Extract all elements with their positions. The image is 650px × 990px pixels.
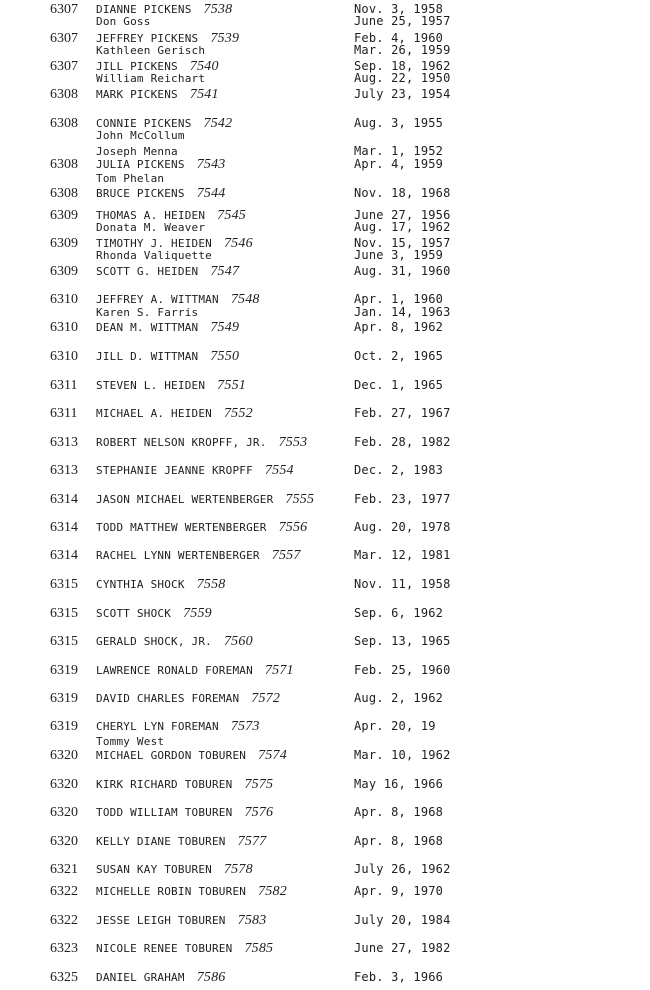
entry-row [0, 748, 650, 763]
person-id: 7542 [203, 116, 233, 131]
person-id: 7578 [223, 862, 253, 877]
person-id: 7549 [210, 320, 240, 335]
date: June 27, 1956 [354, 208, 451, 222]
person-id: 7577 [237, 834, 267, 849]
date: Nov. 11, 1958 [354, 577, 451, 591]
entry-row [0, 320, 650, 335]
person-name: DANIEL GRAHAM [96, 971, 185, 984]
spouse-name: Don Goss [96, 15, 151, 28]
entry-number: 6310 [50, 349, 78, 364]
person-name: SCOTT SHOCK [96, 607, 172, 620]
entry-number: 6323 [50, 941, 78, 956]
entry-number: 6314 [50, 492, 78, 507]
entry-number: 6320 [50, 805, 78, 820]
person-name: ROBERT NELSON KROPFF, JR. [96, 436, 267, 449]
date: Nov. 3, 1958 [354, 2, 444, 16]
entry-row [0, 520, 650, 535]
date: Apr. 9, 1970 [354, 884, 444, 898]
entry-number: 6320 [50, 748, 78, 763]
person-id: 7559 [183, 606, 212, 621]
date: Oct. 2, 1965 [354, 349, 444, 363]
entry-number: 6310 [50, 292, 78, 307]
entry-row [0, 435, 650, 450]
entry-number: 6309 [50, 208, 78, 223]
date: Mar. 1, 1952 [354, 144, 444, 158]
date: Dec. 2, 1983 [354, 463, 444, 477]
date: Sep. 18, 1962 [354, 59, 451, 73]
person-id: 7552 [223, 406, 253, 421]
person-name: SUSAN KAY TOBUREN [96, 863, 212, 876]
entry-number: 6319 [50, 663, 78, 678]
person-name: MICHAEL GORDON TOBUREN [96, 749, 247, 762]
person-name-cell [96, 941, 273, 956]
entry-row [0, 970, 650, 985]
person-id: 7545 [217, 208, 246, 223]
person-name: KELLY DIANE TOBUREN [96, 835, 226, 848]
person-name-cell [96, 691, 280, 706]
entry-row [0, 805, 650, 820]
person-name-cell [96, 406, 253, 421]
date: July 20, 1984 [354, 913, 451, 927]
person-id: 7585 [244, 941, 274, 956]
entry-number: 6325 [50, 970, 78, 985]
person-name-cell [96, 862, 253, 877]
person-name: STEPHANIE JEANNE KROPFF [96, 464, 253, 477]
entry-row [0, 634, 650, 649]
person-id: 7572 [251, 691, 281, 706]
date: Aug. 17, 1962 [354, 220, 451, 234]
person-name: JASON MICHAEL WERTENBERGER [96, 493, 274, 506]
date: Sep. 13, 1965 [354, 634, 451, 648]
person-name-cell [96, 748, 287, 763]
entry-number: 6308 [50, 87, 78, 102]
entry-row [0, 862, 650, 877]
entry-number: 6311 [50, 378, 78, 393]
spouse-name: Kathleen Gerisch [96, 44, 206, 57]
person-id: 7543 [196, 157, 226, 172]
person-name-cell [96, 577, 226, 592]
spouse-row [0, 128, 650, 143]
person-name: JEFFREY PICKENS [96, 32, 199, 45]
date: Apr. 8, 1968 [354, 834, 444, 848]
entry-number: 6308 [50, 186, 78, 201]
date: Apr. 4, 1959 [354, 157, 444, 171]
person-name: JESSE LEIGH TOBUREN [96, 914, 226, 927]
person-id: 7540 [189, 59, 219, 74]
entry-row [0, 884, 650, 899]
entry-row [0, 691, 650, 706]
date: Sep. 6, 1962 [354, 606, 444, 620]
person-id: 7575 [244, 777, 274, 792]
entry-number: 6315 [50, 606, 78, 621]
person-name-cell [96, 834, 266, 849]
entry-row [0, 719, 650, 734]
person-id: 7556 [278, 520, 308, 535]
person-name-cell [96, 520, 307, 535]
entry-row [0, 264, 650, 279]
entry-row [0, 606, 650, 621]
person-name-cell [96, 913, 266, 928]
date: Apr. 20, 19 [354, 719, 436, 733]
date: June 3, 1959 [354, 248, 444, 262]
entry-row [0, 777, 650, 792]
person-name: CYNTHIA SHOCK [96, 578, 185, 591]
person-name: TIMOTHY J. HEIDEN [96, 237, 212, 250]
entry-number: 6308 [50, 157, 78, 172]
person-name-cell [96, 435, 307, 450]
spouse-row [0, 171, 650, 186]
entry-row [0, 463, 650, 478]
entry-number: 6314 [50, 548, 78, 563]
person-id: 7553 [278, 435, 308, 450]
entry-row [0, 349, 650, 364]
person-name: MARK PICKENS [96, 88, 178, 101]
person-name-cell [96, 777, 273, 792]
entry-row [0, 157, 650, 172]
entry-row [0, 834, 650, 849]
date: Mar. 12, 1981 [354, 548, 451, 562]
person-id: 7538 [203, 2, 233, 17]
spouse-row [0, 14, 650, 29]
date: Aug. 20, 1978 [354, 520, 451, 534]
entry-number: 6313 [50, 435, 78, 450]
person-id: 7573 [230, 719, 260, 734]
entry-row [0, 663, 650, 678]
entry-number: 6311 [50, 406, 78, 421]
person-name-cell [96, 719, 260, 734]
person-name: DIANNE PICKENS [96, 3, 192, 16]
person-name-cell [96, 805, 273, 820]
person-name-cell [96, 378, 246, 393]
date: Feb. 3, 1966 [354, 970, 444, 984]
spouse-name: Rhonda Valiquette [96, 249, 212, 262]
person-id: 7548 [230, 292, 260, 307]
spouse-row [0, 43, 650, 58]
date: Nov. 15, 1957 [354, 236, 451, 250]
entry-row [0, 492, 650, 507]
person-name: NICOLE RENEE TOBUREN [96, 942, 233, 955]
entry-number: 6308 [50, 116, 78, 131]
date: July 23, 1954 [354, 87, 451, 101]
entry-number: 6321 [50, 862, 78, 877]
person-id: 7550 [210, 349, 240, 364]
person-name: MICHELLE ROBIN TOBUREN [96, 885, 247, 898]
date: Apr. 1, 1960 [354, 292, 444, 306]
person-name-cell [96, 320, 239, 335]
entry-number: 6313 [50, 463, 78, 478]
person-id: 7541 [189, 87, 219, 102]
person-name-cell [96, 606, 212, 621]
person-id: 7547 [210, 264, 240, 279]
person-name: CHERYL LYN FOREMAN [96, 720, 219, 733]
entry-number: 6319 [50, 691, 78, 706]
person-id: 7586 [196, 970, 226, 985]
person-id: 7546 [223, 236, 253, 251]
spouse-row [0, 305, 650, 320]
entry-number: 6315 [50, 577, 78, 592]
person-name-cell [96, 634, 253, 649]
person-name: JILL PICKENS [96, 60, 178, 73]
spouse-name: William Reichart [96, 72, 206, 85]
date: Feb. 4, 1960 [354, 31, 444, 45]
person-id: 7582 [258, 884, 287, 899]
entry-row [0, 941, 650, 956]
entry-row [0, 87, 650, 102]
person-id: 7551 [217, 378, 246, 393]
person-name: RACHEL LYNN WERTENBERGER [96, 549, 260, 562]
person-id: 7574 [258, 748, 287, 763]
person-id: 7583 [237, 913, 267, 928]
person-name-cell [96, 157, 226, 172]
person-name: MICHAEL A. HEIDEN [96, 407, 212, 420]
date: Apr. 8, 1968 [354, 805, 444, 819]
person-name: JILL D. WITTMAN [96, 350, 199, 363]
person-id: 7557 [271, 548, 301, 563]
entry-number: 6319 [50, 719, 78, 734]
date: Aug. 3, 1955 [354, 116, 444, 130]
entry-row [0, 378, 650, 393]
person-name-cell [96, 548, 301, 563]
date: Aug. 2, 1962 [354, 691, 444, 705]
entry-row [0, 186, 650, 201]
date: Mar. 10, 1962 [354, 748, 451, 762]
date: Mar. 26, 1959 [354, 43, 451, 57]
date: Feb. 23, 1977 [354, 492, 451, 506]
date: Aug. 22, 1950 [354, 71, 451, 85]
spouse-name: Donata M. Weaver [96, 221, 206, 234]
entry-number: 6322 [50, 913, 78, 928]
person-id: 7544 [196, 186, 226, 201]
person-name-cell [96, 884, 287, 899]
person-name: TODD MATTHEW WERTENBERGER [96, 521, 267, 534]
entry-row [0, 548, 650, 563]
person-name: JEFFREY A. WITTMAN [96, 293, 219, 306]
date: June 25, 1957 [354, 14, 451, 28]
person-id: 7560 [223, 634, 253, 649]
date: Feb. 27, 1967 [354, 406, 451, 420]
person-name-cell [96, 463, 294, 478]
entry-number: 6320 [50, 777, 78, 792]
person-name: JULIA PICKENS [96, 158, 185, 171]
person-name: KIRK RICHARD TOBUREN [96, 778, 233, 791]
spouse-row [0, 734, 650, 749]
person-name: SCOTT G. HEIDEN [96, 265, 199, 278]
entry-number: 6307 [50, 2, 78, 17]
person-name: LAWRENCE RONALD FOREMAN [96, 664, 253, 677]
date: Jan. 14, 1963 [354, 305, 451, 319]
date: May 16, 1966 [354, 777, 444, 791]
person-id: 7554 [264, 463, 294, 478]
entry-number: 6310 [50, 320, 78, 335]
date: Feb. 28, 1982 [354, 435, 451, 449]
person-name-cell [96, 492, 314, 507]
person-id: 7576 [244, 805, 274, 820]
entry-number: 6320 [50, 834, 78, 849]
date: Apr. 8, 1962 [354, 320, 444, 334]
date: July 26, 1962 [354, 862, 451, 876]
person-name-cell [96, 663, 294, 678]
entry-number: 6314 [50, 520, 78, 535]
person-name: GERALD SHOCK, JR. [96, 635, 212, 648]
entry-row [0, 406, 650, 421]
person-name-cell [96, 87, 219, 102]
entry-number: 6307 [50, 59, 78, 74]
entry-number: 6315 [50, 634, 78, 649]
spouse-row [0, 220, 650, 235]
person-name-cell [96, 970, 226, 985]
spouse-row [0, 71, 650, 86]
person-id: 7539 [210, 31, 240, 46]
person-name: STEVEN L. HEIDEN [96, 379, 206, 392]
person-name-cell [96, 349, 239, 364]
date: Nov. 18, 1968 [354, 186, 451, 200]
person-name: DAVID CHARLES FOREMAN [96, 692, 240, 705]
date: Aug. 31, 1960 [354, 264, 451, 278]
spouse-name: Karen S. Farris [96, 306, 199, 319]
spouse-row [0, 248, 650, 263]
spouse-name: Tommy West [96, 735, 165, 748]
person-name-cell [96, 186, 226, 201]
person-id: 7558 [196, 577, 226, 592]
date: June 27, 1982 [354, 941, 451, 955]
date: Dec. 1, 1965 [354, 378, 444, 392]
person-name: CONNIE PICKENS [96, 117, 192, 130]
person-id: 7571 [264, 663, 294, 678]
spouse-name: John McCollum [96, 129, 185, 142]
entry-number: 6322 [50, 884, 78, 899]
spouse-name: Joseph Menna [96, 145, 178, 158]
person-name: TODD WILLIAM TOBUREN [96, 806, 233, 819]
person-name-cell [96, 264, 239, 279]
person-id: 7555 [285, 492, 315, 507]
person-name: BRUCE PICKENS [96, 187, 185, 200]
person-name: DEAN M. WITTMAN [96, 321, 199, 334]
person-name: THOMAS A. HEIDEN [96, 209, 206, 222]
spouse-name: Tom Phelan [96, 172, 165, 185]
entry-number: 6309 [50, 236, 78, 251]
entry-number: 6307 [50, 31, 78, 46]
entry-row [0, 577, 650, 592]
date: Feb. 25, 1960 [354, 663, 451, 677]
entry-number: 6309 [50, 264, 78, 279]
entry-row [0, 913, 650, 928]
